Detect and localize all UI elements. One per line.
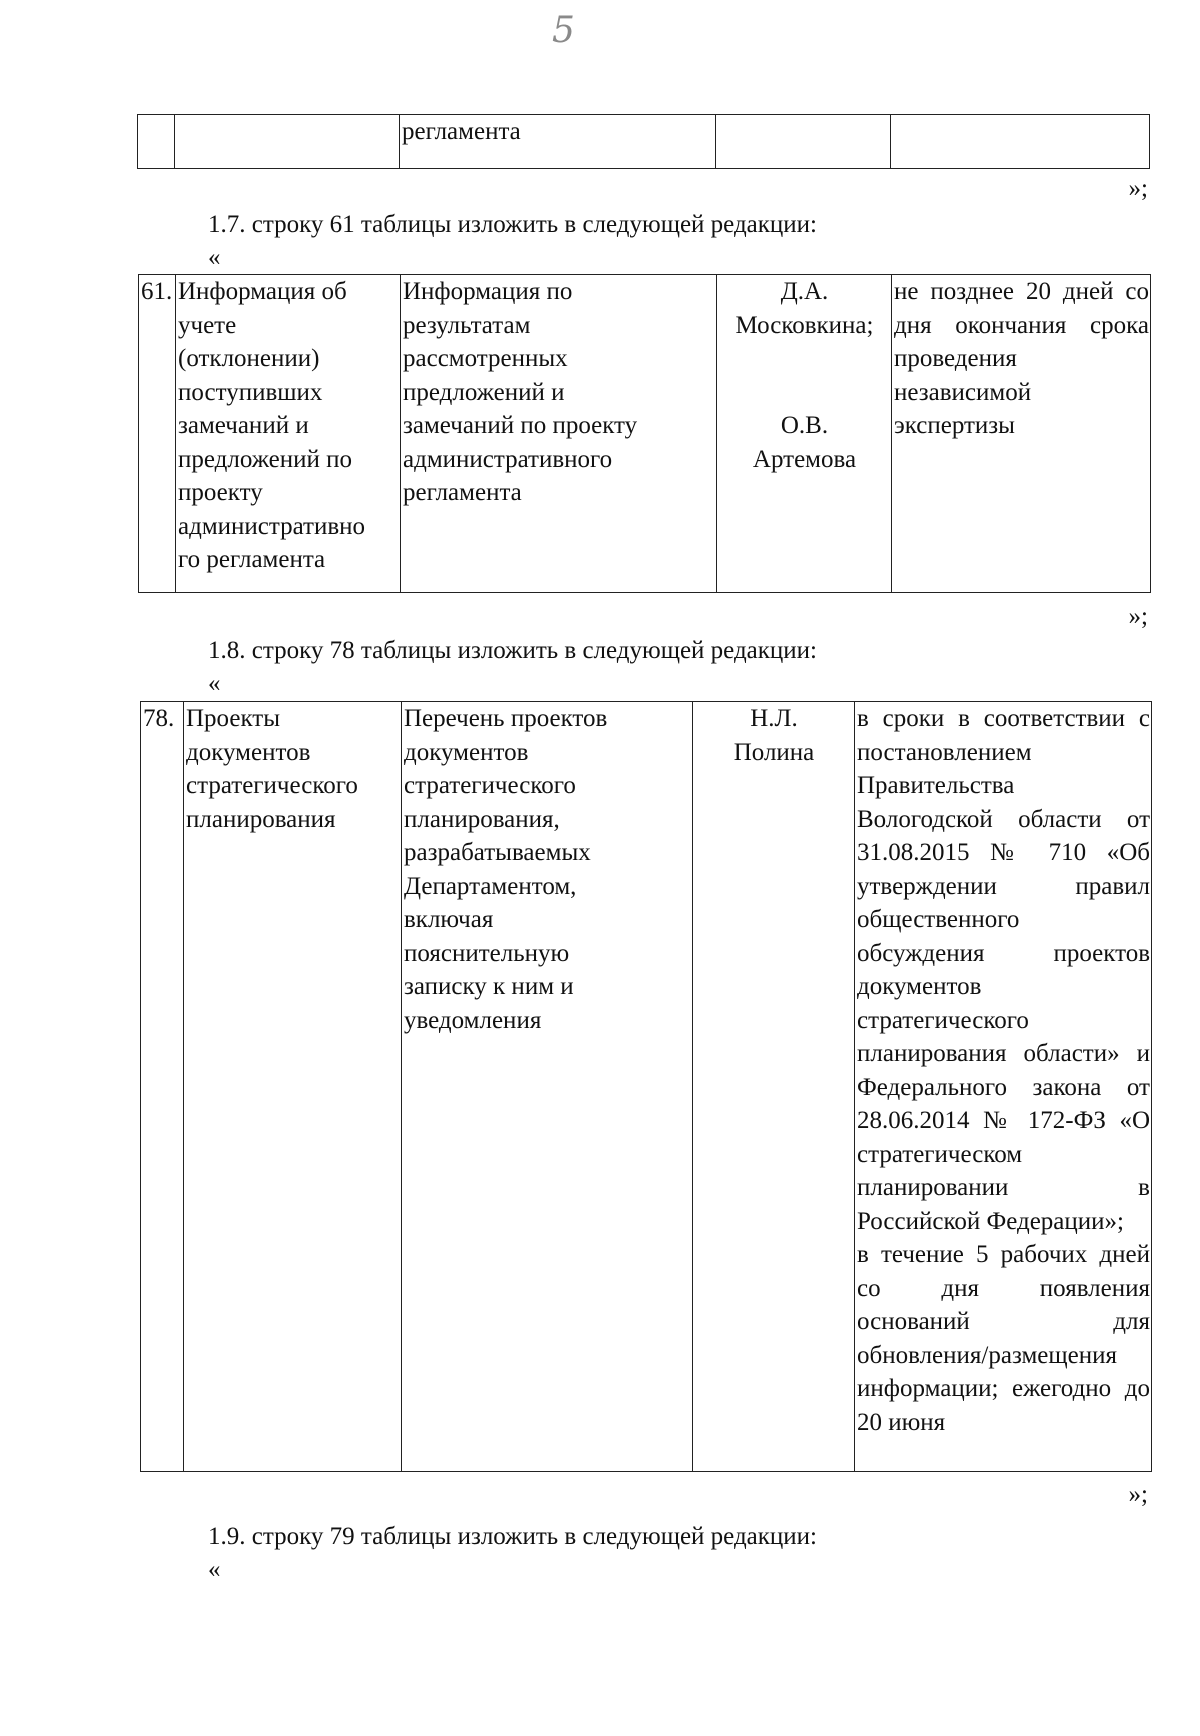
paragraph-1-9: 1.9. строку 79 таблицы изложить в следующей редакции: — [208, 1523, 817, 1550]
text-line: замечаний по проекту — [403, 412, 638, 439]
text-line: стратегического — [186, 772, 358, 799]
text-line: Информация по — [403, 278, 573, 305]
text-line: административно — [178, 512, 366, 540]
text-line: го регламента — [178, 546, 326, 573]
text-line: регламента — [403, 479, 522, 506]
text-line: замечаний и — [178, 412, 309, 439]
text-line: пояснительную — [404, 939, 570, 967]
deadline-text-1: в сроки в соответствии с постановлением Правительства Вологодской области от 31.08.2015 № 710 «Об утверждении правил общественного обсуждения проектов документов стратегического планирования области» и Федерального закона от 28.06.2014 № 172-ФЗ «О стратегическом планировании в Российской Федерации»; — [857, 705, 1150, 1235]
text-line: Московкина; — [735, 311, 874, 339]
text-line: поступивших — [178, 378, 323, 406]
text-line: предложений по — [178, 445, 353, 473]
table-row-61 — [138, 274, 1151, 593]
deadline-text-2: в течение 5 рабочих дней со дня появления оснований для обновления/размещения информации; ежегодно до 20 июня — [857, 1241, 1150, 1436]
row-content — [401, 275, 717, 593]
text-line: планирования, — [404, 805, 560, 833]
text-line: О.В. — [780, 412, 829, 439]
row-number: 78. — [141, 702, 184, 1472]
page-number: 5 — [552, 10, 575, 51]
opening-quote: « — [208, 1556, 221, 1583]
text-line: Н.Л. — [750, 705, 798, 732]
row-name — [176, 275, 401, 593]
table-row — [138, 115, 1150, 169]
text-line: уведомления — [404, 1006, 542, 1034]
text-line: разрабатываемых — [404, 839, 591, 866]
opening-quote: « — [208, 244, 221, 271]
row-number: 61. — [139, 275, 176, 593]
text-line: Полина — [733, 738, 815, 766]
text-line: Информация об — [178, 278, 347, 305]
table-row-78 — [140, 701, 1152, 1472]
row-deadline: не позднее 20 дней со дня окончания срока проведения независимой экспертизы — [892, 275, 1151, 593]
closing-quote: »; — [1128, 1481, 1148, 1508]
text-line: административного — [403, 445, 613, 473]
text-line: Департаментом, — [404, 872, 577, 900]
paragraph-1-8: 1.8. строку 78 таблицы изложить в следующей редакции: — [208, 637, 817, 664]
opening-quote: « — [208, 670, 221, 697]
table-cell — [716, 115, 891, 169]
text-line: учете — [178, 311, 237, 339]
text-line: проекту — [178, 479, 263, 506]
text-line: Артемова — [752, 445, 857, 473]
row-responsible — [693, 702, 855, 1472]
row-deadline — [855, 702, 1152, 1472]
text-line: предложений и — [403, 378, 565, 406]
text-line: документов — [404, 738, 529, 766]
paragraph-1-7: 1.7. строку 61 таблицы изложить в следующей редакции: — [208, 211, 817, 238]
table-cell: регламента — [400, 115, 716, 169]
text-line: документов — [186, 738, 311, 766]
table-cell — [891, 115, 1150, 169]
text-line: Д.А. — [780, 278, 829, 305]
table-fragment-top — [137, 114, 1150, 169]
table-cell — [175, 115, 400, 169]
table-row — [141, 702, 1152, 1472]
row-name — [184, 702, 402, 1472]
row-content — [402, 702, 693, 1472]
text-line: (отклонении) — [178, 345, 320, 372]
text-line: результатам — [403, 311, 531, 339]
table-row — [139, 275, 1151, 593]
closing-quote: »; — [1128, 603, 1148, 630]
text-line: планирования — [186, 805, 336, 833]
text-line: записку к ним и — [404, 973, 574, 1000]
text-line: рассмотренных — [403, 345, 568, 372]
text-line: Перечень проектов — [404, 705, 608, 732]
table-cell — [138, 115, 175, 169]
text-line: Проекты — [186, 705, 280, 732]
closing-quote: »; — [1128, 175, 1148, 202]
text-line: стратегического — [404, 772, 576, 799]
text-line: включая — [404, 906, 494, 933]
row-responsible — [717, 275, 892, 593]
